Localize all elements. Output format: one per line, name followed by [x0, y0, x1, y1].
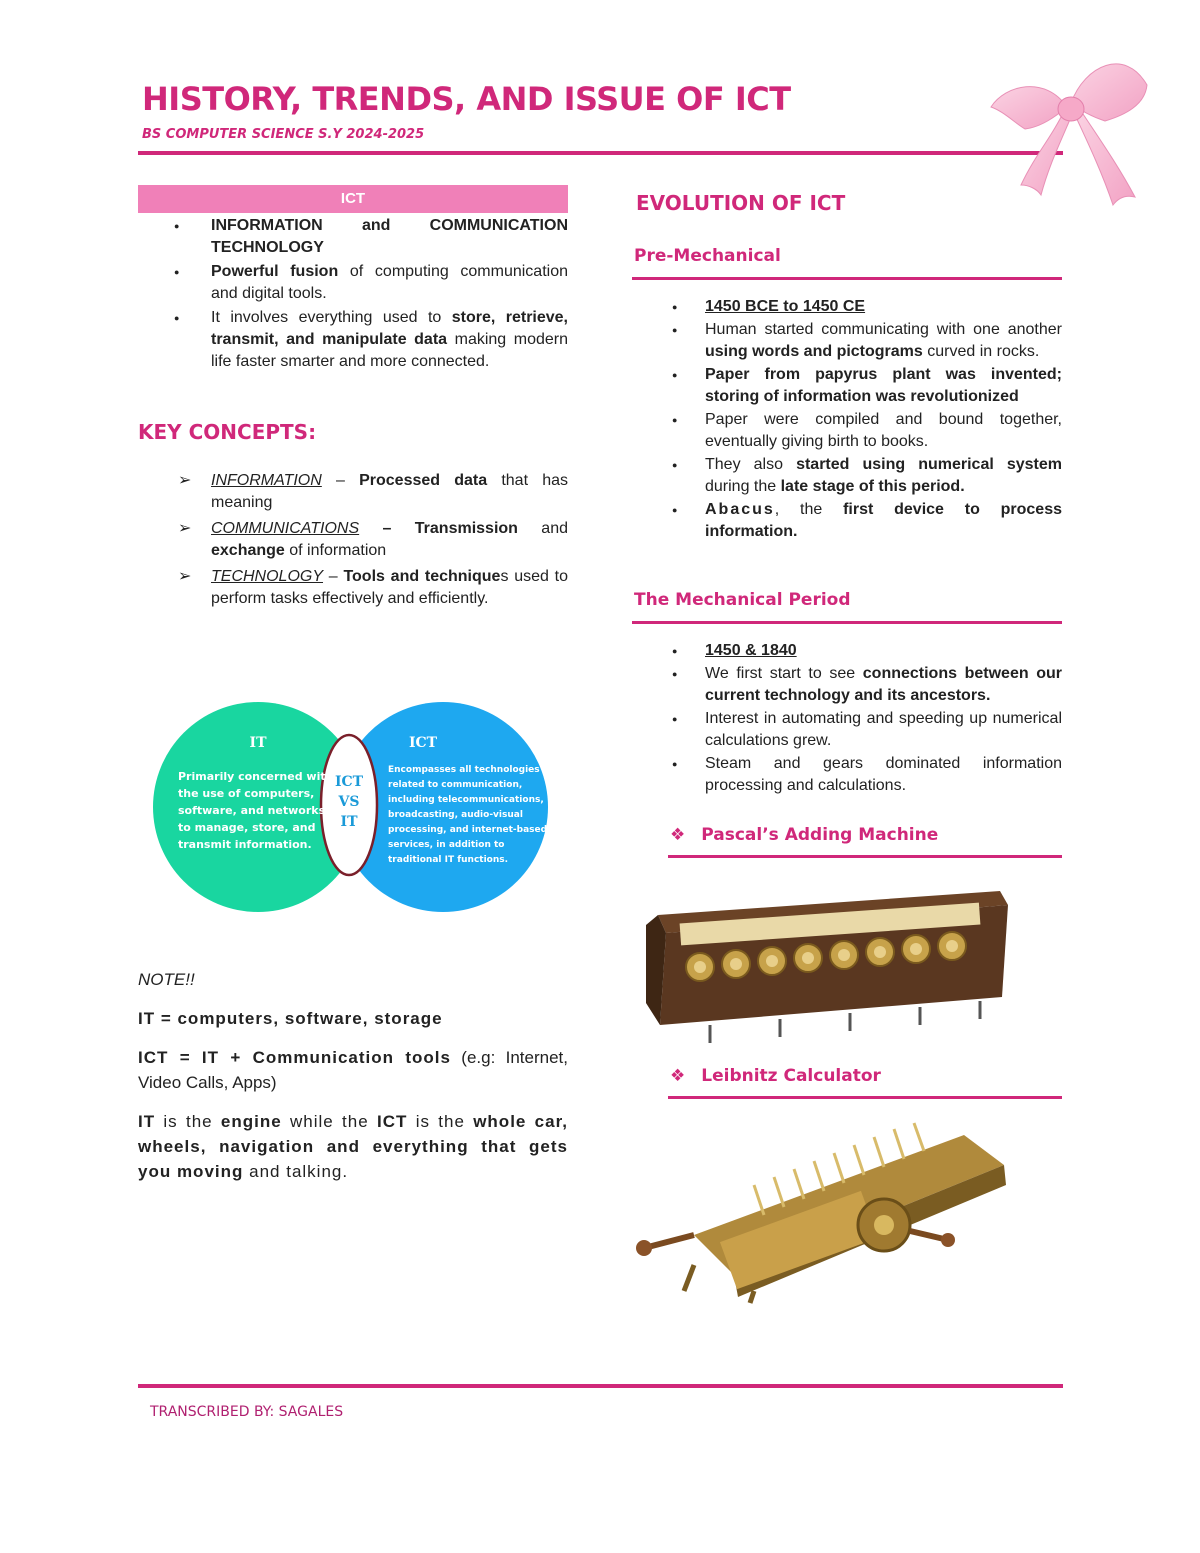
diamond-bullet-icon: ❖ [670, 825, 686, 845]
pascal-heading: ❖ Pascal’s Adding Machine [670, 825, 939, 845]
ict-desc-line: broadcasting, audio-visual [388, 810, 523, 820]
list-item: ● We first start to see connections between our current technology and its ancestors. [632, 663, 1062, 707]
venn-center-vs: VS [338, 794, 360, 810]
ict-desc-line: traditional IT functions. [388, 855, 509, 865]
pre-mechanical-list [632, 296, 1062, 544]
left-column [138, 185, 569, 1181]
it-desc-line: the use of computers, [178, 787, 315, 800]
section-divider [668, 1096, 1062, 1099]
page-title: HISTORY, TRENDS, AND ISSUE OF ICT [142, 80, 791, 118]
note-line-ict: ICT = IT + Communication tools (e.g: Internet, Video Calls, Apps) [138, 1048, 568, 1092]
section-divider [668, 855, 1062, 858]
key-concept-technology: ➢ TECHNOLOGY – Tools and techniques used to perform tasks effectively and efficiently. [138, 566, 568, 610]
section-divider [632, 621, 1062, 624]
ribbon-bow-icon [985, 45, 1155, 210]
key-concepts-heading: KEY CONCEPTS: [138, 420, 317, 444]
it-desc-line: Primarily concerned with [178, 770, 334, 783]
it-title: IT [249, 735, 267, 751]
venn-center-ict: ICT [334, 774, 364, 790]
evolution-heading: EVOLUTION OF ICT [636, 191, 846, 215]
key-concepts-list [138, 470, 568, 614]
key-concept-communications: ➢ COMMUNICATIONS – Transmission and exchange of information [138, 518, 568, 562]
ict-bullet-list [138, 215, 568, 373]
list-item: ● Paper from papyrus plant was invented; storing of information was revolutionized [632, 364, 1062, 408]
leibnitz-heading: ❖ Leibnitz Calculator [670, 1066, 881, 1086]
pascal-adding-machine-image [640, 885, 1012, 1045]
mechanical-period-list [632, 640, 1062, 798]
pre-mechanical-heading: Pre-Mechanical [634, 246, 781, 266]
ict-desc-line: Encompasses all technologies [388, 765, 540, 775]
list-item: ● Paper were compiled and bound together, eventually giving birth to books. [632, 409, 1062, 453]
header-divider [138, 151, 1063, 155]
list-item: ● Human started communicating with one another using words and pictograms curved in rocks. [632, 319, 1062, 363]
key-concept-information: ➢ INFORMATION – Processed data that has meaning [138, 470, 568, 514]
note-analogy: IT is the engine while the ICT is the whole car, wheels, navigation and everything that gets you moving and talking. [138, 1112, 568, 1181]
ict-desc-line: services, in addition to [388, 840, 505, 850]
list-item: ● Interest in automating and speeding up numerical calculations grew. [632, 708, 1062, 752]
ict-heading-bar: ICT [138, 185, 568, 213]
footer-credit: TRANSCRIBED BY: SAGALES [150, 1404, 344, 1420]
ict-desc-line: processing, and internet-based [388, 825, 548, 835]
list-item: ● It involves everything used to store, retrieve, transmit, and manipulate data making modern life faster smarter and more connected. [138, 307, 568, 373]
list-item: ● INFORMATION and COMMUNICATION TECHNOLOGY [138, 215, 568, 259]
ict-desc-line: related to communication, [388, 780, 523, 790]
note-section [138, 967, 568, 1198]
venn-center-it: IT [340, 814, 358, 830]
ict-title: ICT [408, 735, 438, 751]
it-desc-line: transmit information. [178, 838, 312, 851]
ict-desc-line: including telecommunications, [388, 795, 544, 805]
section-divider [632, 277, 1062, 280]
note-label: NOTE!! [138, 970, 195, 989]
list-item: ● Steam and gears dominated information processing and calculations. [632, 753, 1062, 797]
list-item: ● Abacus, the first device to process information. [632, 499, 1062, 543]
diamond-bullet-icon: ❖ [670, 1066, 686, 1086]
list-item: ● Powerful fusion of computing communication and digital tools. [138, 261, 568, 305]
page-subtitle: BS COMPUTER SCIENCE S.Y 2024-2025 [142, 127, 425, 142]
ict-vs-it-venn-diagram [148, 700, 548, 915]
list-item: ● They also started using numerical system during the late stage of this period. [632, 454, 1062, 498]
footer-divider [138, 1384, 1063, 1388]
leibnitz-calculator-image [634, 1115, 1014, 1305]
list-item: ● 1450 BCE to 1450 CE [632, 296, 1062, 318]
it-desc-line: software, and networks [178, 804, 326, 817]
it-desc-line: to manage, store, and [178, 821, 316, 834]
note-line-it: IT = computers, software, storage [138, 1009, 443, 1028]
mechanical-period-heading: The Mechanical Period [634, 590, 851, 610]
list-item: ● 1450 & 1840 [632, 640, 1062, 662]
